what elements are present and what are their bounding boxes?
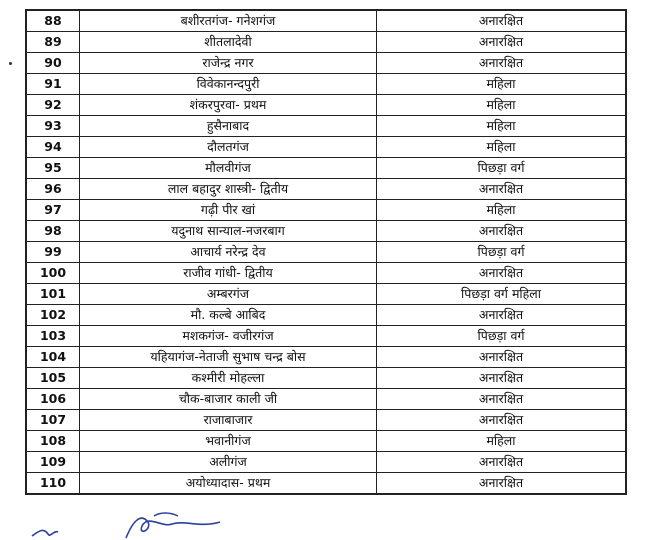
ward-name-cell: मशकगंज- वजीरगंज (80, 326, 377, 347)
ward-number-cell: 100 (26, 263, 80, 284)
ward-number-cell: 90 (26, 53, 80, 74)
table-row (26, 305, 626, 326)
table-row (26, 389, 626, 410)
reservation-category-cell: अनारक्षित (377, 263, 627, 284)
ward-number-cell: 98 (26, 221, 80, 242)
table-body (26, 10, 626, 494)
reservation-category-cell: अनारक्षित (377, 347, 627, 368)
ward-name-cell: अलीगंज (80, 452, 377, 473)
ward-number-cell: 107 (26, 410, 80, 431)
ward-name-cell: गढ़ी पीर खां (80, 200, 377, 221)
table-row (26, 221, 626, 242)
ward-number-cell: 102 (26, 305, 80, 326)
reservation-category-cell: अनारक्षित (377, 221, 627, 242)
reservation-category-cell: अनारक्षित (377, 368, 627, 389)
reservation-category-cell: अनारक्षित (377, 305, 627, 326)
ward-name-cell: चौक-बाजार काली जी (80, 389, 377, 410)
reservation-category-cell: अनारक्षित (377, 32, 627, 53)
reservation-category-cell: महिला (377, 95, 627, 116)
reservation-category-cell: पिछड़ा वर्ग (377, 158, 627, 179)
table-row (26, 137, 626, 158)
ward-name-cell: अम्बरगंज (80, 284, 377, 305)
ward-number-cell: 88 (26, 10, 80, 32)
ward-number-cell: 110 (26, 473, 80, 495)
ward-name-cell: मौलवीगंज (80, 158, 377, 179)
table-row (26, 116, 626, 137)
table-row (26, 431, 626, 452)
ward-name-cell: शंकरपुरवा- प्रथम (80, 95, 377, 116)
ward-number-cell: 93 (26, 116, 80, 137)
ward-name-cell: भवानीगंज (80, 431, 377, 452)
table-row (26, 53, 626, 74)
ward-name-cell: यदुनाथ सान्याल-नजरबाग (80, 221, 377, 242)
ward-name-cell: लाल बहादुर शास्त्री- द्वितीय (80, 179, 377, 200)
reservation-category-cell: पिछड़ा वर्ग (377, 326, 627, 347)
reservation-category-cell: पिछड़ा वर्ग (377, 242, 627, 263)
ward-number-cell: 105 (26, 368, 80, 389)
reservation-category-cell: पिछड़ा वर्ग महिला (377, 284, 627, 305)
table-row (26, 473, 626, 495)
ward-name-cell: हुसैनाबाद (80, 116, 377, 137)
ward-number-cell: 95 (26, 158, 80, 179)
reservation-category-cell: महिला (377, 74, 627, 95)
ward-name-cell: शीतलादेवी (80, 32, 377, 53)
ward-name-cell: अयोध्यादास- प्रथम (80, 473, 377, 495)
ward-name-cell: आचार्य नरेन्द्र देव (80, 242, 377, 263)
ward-number-cell: 97 (26, 200, 80, 221)
reservation-category-cell: महिला (377, 116, 627, 137)
reservation-category-cell: महिला (377, 431, 627, 452)
ward-number-cell: 94 (26, 137, 80, 158)
ward-name-cell: दौलतगंज (80, 137, 377, 158)
reservation-category-cell: अनारक्षित (377, 53, 627, 74)
reservation-category-cell: महिला (377, 137, 627, 158)
ward-number-cell: 104 (26, 347, 80, 368)
reservation-category-cell: अनारक्षित (377, 179, 627, 200)
table-row (26, 326, 626, 347)
table-row (26, 452, 626, 473)
ward-name-cell: कश्मीरी मोहल्ला (80, 368, 377, 389)
table-row (26, 347, 626, 368)
ward-reservation-table (25, 9, 627, 495)
ward-number-cell: 92 (26, 95, 80, 116)
reservation-category-cell: अनारक्षित (377, 410, 627, 431)
reservation-category-cell: अनारक्षित (377, 473, 627, 495)
ward-number-cell: 96 (26, 179, 80, 200)
ward-name-cell: राजेन्द्र नगर (80, 53, 377, 74)
ward-name-cell: राजीव गांधी- द्वितीय (80, 263, 377, 284)
ward-number-cell: 106 (26, 389, 80, 410)
ward-number-cell: 103 (26, 326, 80, 347)
table-row (26, 284, 626, 305)
ward-name-cell: बशीरतगंज- गनेशगंज (80, 10, 377, 32)
reservation-category-cell: अनारक्षित (377, 10, 627, 32)
signature-image (30, 508, 290, 540)
table-row (26, 410, 626, 431)
reservation-category-cell: अनारक्षित (377, 452, 627, 473)
ward-name-cell: मौ. कल्बे आबिद (80, 305, 377, 326)
table-row (26, 242, 626, 263)
table-row (26, 32, 626, 53)
ward-number-cell: 109 (26, 452, 80, 473)
reservation-category-cell: महिला (377, 200, 627, 221)
ward-name-cell: विवेकानन्दपुरी (80, 74, 377, 95)
table-row (26, 10, 626, 32)
table-row (26, 179, 626, 200)
table-row (26, 368, 626, 389)
ward-number-cell: 101 (26, 284, 80, 305)
ward-name-cell: यहियागंज-नेताजी सुभाष चन्द्र बोस (80, 347, 377, 368)
ward-name-cell: राजाबाजार (80, 410, 377, 431)
table-row (26, 158, 626, 179)
table-row (26, 200, 626, 221)
ward-number-cell: 99 (26, 242, 80, 263)
reservation-category-cell: अनारक्षित (377, 389, 627, 410)
ink-dot (9, 62, 12, 65)
table-row (26, 74, 626, 95)
ward-number-cell: 91 (26, 74, 80, 95)
table-row (26, 95, 626, 116)
ward-number-cell: 89 (26, 32, 80, 53)
table-row (26, 263, 626, 284)
ward-number-cell: 108 (26, 431, 80, 452)
